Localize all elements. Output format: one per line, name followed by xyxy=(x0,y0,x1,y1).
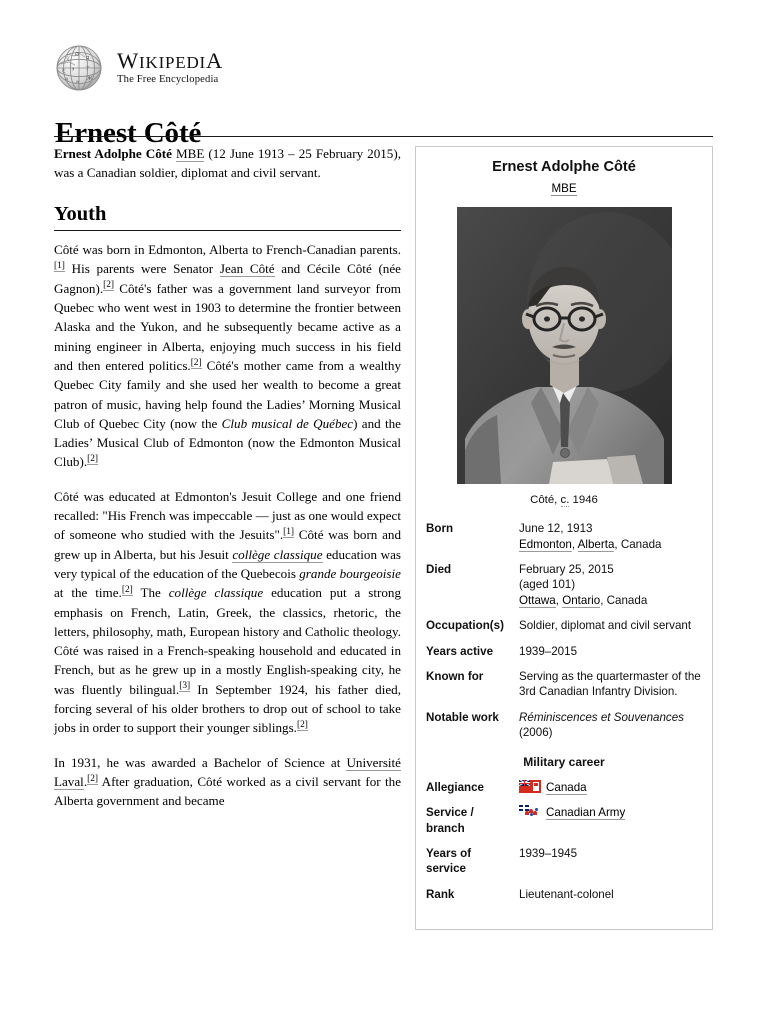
infobox-row xyxy=(416,800,712,841)
infobox-row xyxy=(416,516,712,557)
infobox-row-value xyxy=(519,800,712,841)
wikipedia-globe-icon xyxy=(54,44,106,92)
article-body xyxy=(54,144,401,825)
infobox-link[interactable]: Edmonton xyxy=(519,537,572,551)
infobox-value-text: , Canada xyxy=(614,537,662,551)
citation-link[interactable]: [2] xyxy=(190,357,202,368)
svg-text:文: 文 xyxy=(65,56,71,62)
paragraph-3 xyxy=(54,753,401,811)
title-divider xyxy=(54,136,713,137)
citation[interactable] xyxy=(297,720,308,731)
body-text: Côté was born in Edmonton, Alberta to French-Canadian parents. xyxy=(54,242,401,258)
infobox-value-text: Serving as the quartermaster of the 3rd Canadian Infantry Division. xyxy=(519,669,701,699)
infobox-link[interactable]: Canadian Army xyxy=(546,806,626,820)
italic-text: grande bourgeoisie xyxy=(299,565,401,581)
svg-text:ア: ア xyxy=(85,66,91,72)
infobox-row xyxy=(416,705,712,746)
citation[interactable] xyxy=(283,527,294,538)
infobox-table xyxy=(416,516,712,907)
infobox-value-text: Lieutenant-colonel xyxy=(519,887,614,901)
infobox-row xyxy=(416,775,712,800)
infobox-row-label: Rank xyxy=(426,887,455,901)
body-text: In 1931, he was awarded a Bachelor of Science at xyxy=(54,754,347,770)
infobox-caption xyxy=(416,488,712,516)
citation[interactable] xyxy=(103,280,114,291)
section-heading-youth: Youth xyxy=(54,202,107,225)
infobox-row xyxy=(416,639,712,664)
infobox-value-text: 1939–2015 xyxy=(519,644,578,658)
body-text: Côté's mother came from a wealthy Quebec City family and she used her wealth to become a great patron of music, having help found the Ladies’ Morning Musical Club of Quebec City (now the xyxy=(54,357,401,431)
citation[interactable] xyxy=(122,585,133,596)
body-text: In September 1924, his father died, forcing several of his older brothers to drop out of school to take jobs in order to support their younger siblings. xyxy=(54,681,401,736)
wikipedia-wordmark-title: WIKIPEDIA xyxy=(117,47,224,73)
infobox-value-text: , xyxy=(555,593,563,607)
citation-link[interactable]: [3] xyxy=(179,681,191,692)
wiki-link[interactable]: Université Laval xyxy=(54,754,401,789)
infobox-value-text: , Canada xyxy=(600,593,648,607)
infobox-link[interactable]: Ottawa xyxy=(519,593,556,607)
page-title: Ernest Côté xyxy=(55,117,202,150)
wikipedia-wordmark xyxy=(117,47,224,86)
body-text: ) and the Ladies’ Musical Club of Edmonton (now the Edmonton Musical Club). xyxy=(54,415,401,470)
body-text: Côté was educated at Edmonton's Jesuit College and one friend recalled: "His French was impeccable — just as one would expect of someone who studied with the Jesuits". xyxy=(54,488,401,543)
paragraph-2 xyxy=(54,487,401,738)
mbe-link[interactable]: MBE xyxy=(175,146,205,161)
infobox-mbe-link[interactable]: MBE xyxy=(551,181,577,195)
infobox-row xyxy=(416,613,712,638)
italic-text: Club musical de Québec xyxy=(221,415,354,431)
infobox-value-line xyxy=(519,521,702,536)
infobox-title: Ernest Adolphe Côté xyxy=(492,159,636,175)
lead-paragraph xyxy=(54,144,401,183)
infobox-row-value xyxy=(519,613,712,638)
svg-text:Ж: Ж xyxy=(87,76,93,82)
notable-work-year: (2006) xyxy=(519,726,553,740)
citation-link[interactable]: [2] xyxy=(87,773,99,784)
infobox-row-value xyxy=(519,775,712,800)
infobox-link[interactable]: Canada xyxy=(546,780,587,794)
wikipedia-masthead xyxy=(54,44,223,92)
circa-abbr: c. xyxy=(560,493,570,506)
infobox-row-value xyxy=(519,841,712,882)
infobox-row-label: Notable work xyxy=(426,710,499,724)
canadian-army-flag-icon xyxy=(519,805,541,818)
canadian-red-ensign-flag-icon xyxy=(519,780,541,793)
citation-link[interactable]: [1] xyxy=(54,261,65,272)
infobox-value-line xyxy=(519,562,702,577)
svg-text:א: א xyxy=(76,79,80,85)
infobox-row-label: Died xyxy=(426,562,452,576)
infobox-row-value xyxy=(519,639,712,664)
infobox-value-text: February 25, 2015 xyxy=(519,562,614,576)
infobox-value-line xyxy=(519,577,702,592)
infobox-row xyxy=(416,557,712,613)
svg-text:و: و xyxy=(72,65,75,71)
infobox-value-line xyxy=(519,593,702,608)
infobox-row-label: Years active xyxy=(426,644,494,658)
infobox-row-value xyxy=(519,664,712,705)
infobox-value-text: , xyxy=(571,537,578,551)
svg-text:Я: Я xyxy=(86,56,90,62)
infobox xyxy=(415,146,713,930)
infobox-link[interactable]: Ontario xyxy=(562,593,601,607)
citation[interactable] xyxy=(87,454,98,465)
infobox-row-label: Known for xyxy=(426,669,484,683)
body-text: Côté was born and grew up in Alberta, but his Jesuit xyxy=(54,527,401,562)
citation-link[interactable]: [2] xyxy=(103,280,115,291)
notable-work-title: Réminiscences et Souvenances xyxy=(519,710,684,724)
wiki-link-italic[interactable]: collège classique xyxy=(232,546,323,562)
infobox-row-value xyxy=(519,882,712,907)
citation[interactable] xyxy=(54,261,65,272)
wiki-link[interactable]: Jean Côté xyxy=(219,261,275,277)
body-text: . xyxy=(83,773,88,789)
lead-rest: (12 June 1913 – 25 February 2015), was a Canadian soldier, diplomat and civil servant. xyxy=(54,146,401,181)
infobox-value-text: (aged 101) xyxy=(519,578,576,592)
infobox-row-label: Born xyxy=(426,522,454,536)
svg-text:Ω: Ω xyxy=(75,52,79,58)
wikipedia-tagline: The Free Encyclopedia xyxy=(117,74,219,86)
svg-text:त: त xyxy=(65,77,68,83)
infobox-value-line xyxy=(519,537,702,552)
infobox-value-text: Soldier, diplomat and civil servant xyxy=(519,619,692,633)
citation-link[interactable]: [2] xyxy=(87,454,99,465)
svg-text:ح: ح xyxy=(62,67,66,73)
subject-name: Ernest Adolphe Côté xyxy=(54,146,172,161)
infobox-row-value xyxy=(519,516,712,557)
body-text: education was very typical of the education of the Quebecois xyxy=(54,546,401,581)
infobox-row xyxy=(416,664,712,705)
body-text: Côté's father was a government land surveyor from Quebec who went west in 1903 to determine the frontier between Alaska and the Yukon, and he subsequently became active as a mining engineer in Alberta, enjoying much success in his field and then entered politics. xyxy=(54,280,401,373)
body-text: at the time. xyxy=(54,585,122,601)
infobox-image-wrap xyxy=(416,196,712,488)
italic-text: collège classique xyxy=(168,585,264,601)
citation[interactable] xyxy=(87,774,98,785)
infobox-link[interactable]: Alberta xyxy=(577,537,615,551)
citation-link[interactable]: [2] xyxy=(296,719,308,730)
caption-year: 1946 xyxy=(569,493,598,506)
section-divider xyxy=(54,230,401,231)
infobox-row xyxy=(416,882,712,907)
infobox-row-label: Years of service xyxy=(426,847,472,876)
infobox-row-value xyxy=(519,705,712,746)
body-text: After graduation, Côté worked as a civil servant for the Alberta government and became xyxy=(54,773,401,809)
paragraph-1 xyxy=(54,240,401,472)
body-text: His parents were Senator xyxy=(64,261,220,277)
infobox-value-text: June 12, 1913 xyxy=(519,522,593,536)
infobox-row-label: Allegiance xyxy=(426,780,484,794)
infobox-value-text: 1939–1945 xyxy=(519,847,578,860)
portrait-photo[interactable] xyxy=(457,207,672,484)
infobox-section-header-row xyxy=(416,746,712,775)
infobox-subtitle xyxy=(416,177,712,196)
citation-link[interactable]: [1] xyxy=(283,526,295,537)
infobox-row-label: Occupation(s) xyxy=(426,619,504,633)
citation[interactable] xyxy=(191,358,202,369)
body-text: and Cécile Côté (née Gagnon). xyxy=(54,261,401,296)
infobox-row-label: Service / branch xyxy=(426,806,474,835)
citation-link[interactable]: [2] xyxy=(121,584,133,595)
body-text: education put a strong emphasis on French, Latin, Greek, the classics, rhetoric, the letters, philosophy, math, European history and Catholic theology. Côté was raised in a French-speaking household and educated in French, but as he grew up in a mostly English-speaking city, he was fluently bilingual. xyxy=(54,585,401,697)
infobox-military-career-header: Military career xyxy=(523,754,605,769)
body-text: The xyxy=(132,585,169,601)
citation[interactable] xyxy=(179,681,190,692)
infobox-row xyxy=(416,841,712,882)
infobox-row-value xyxy=(519,557,712,613)
caption-prefix: Côté, xyxy=(530,493,561,506)
